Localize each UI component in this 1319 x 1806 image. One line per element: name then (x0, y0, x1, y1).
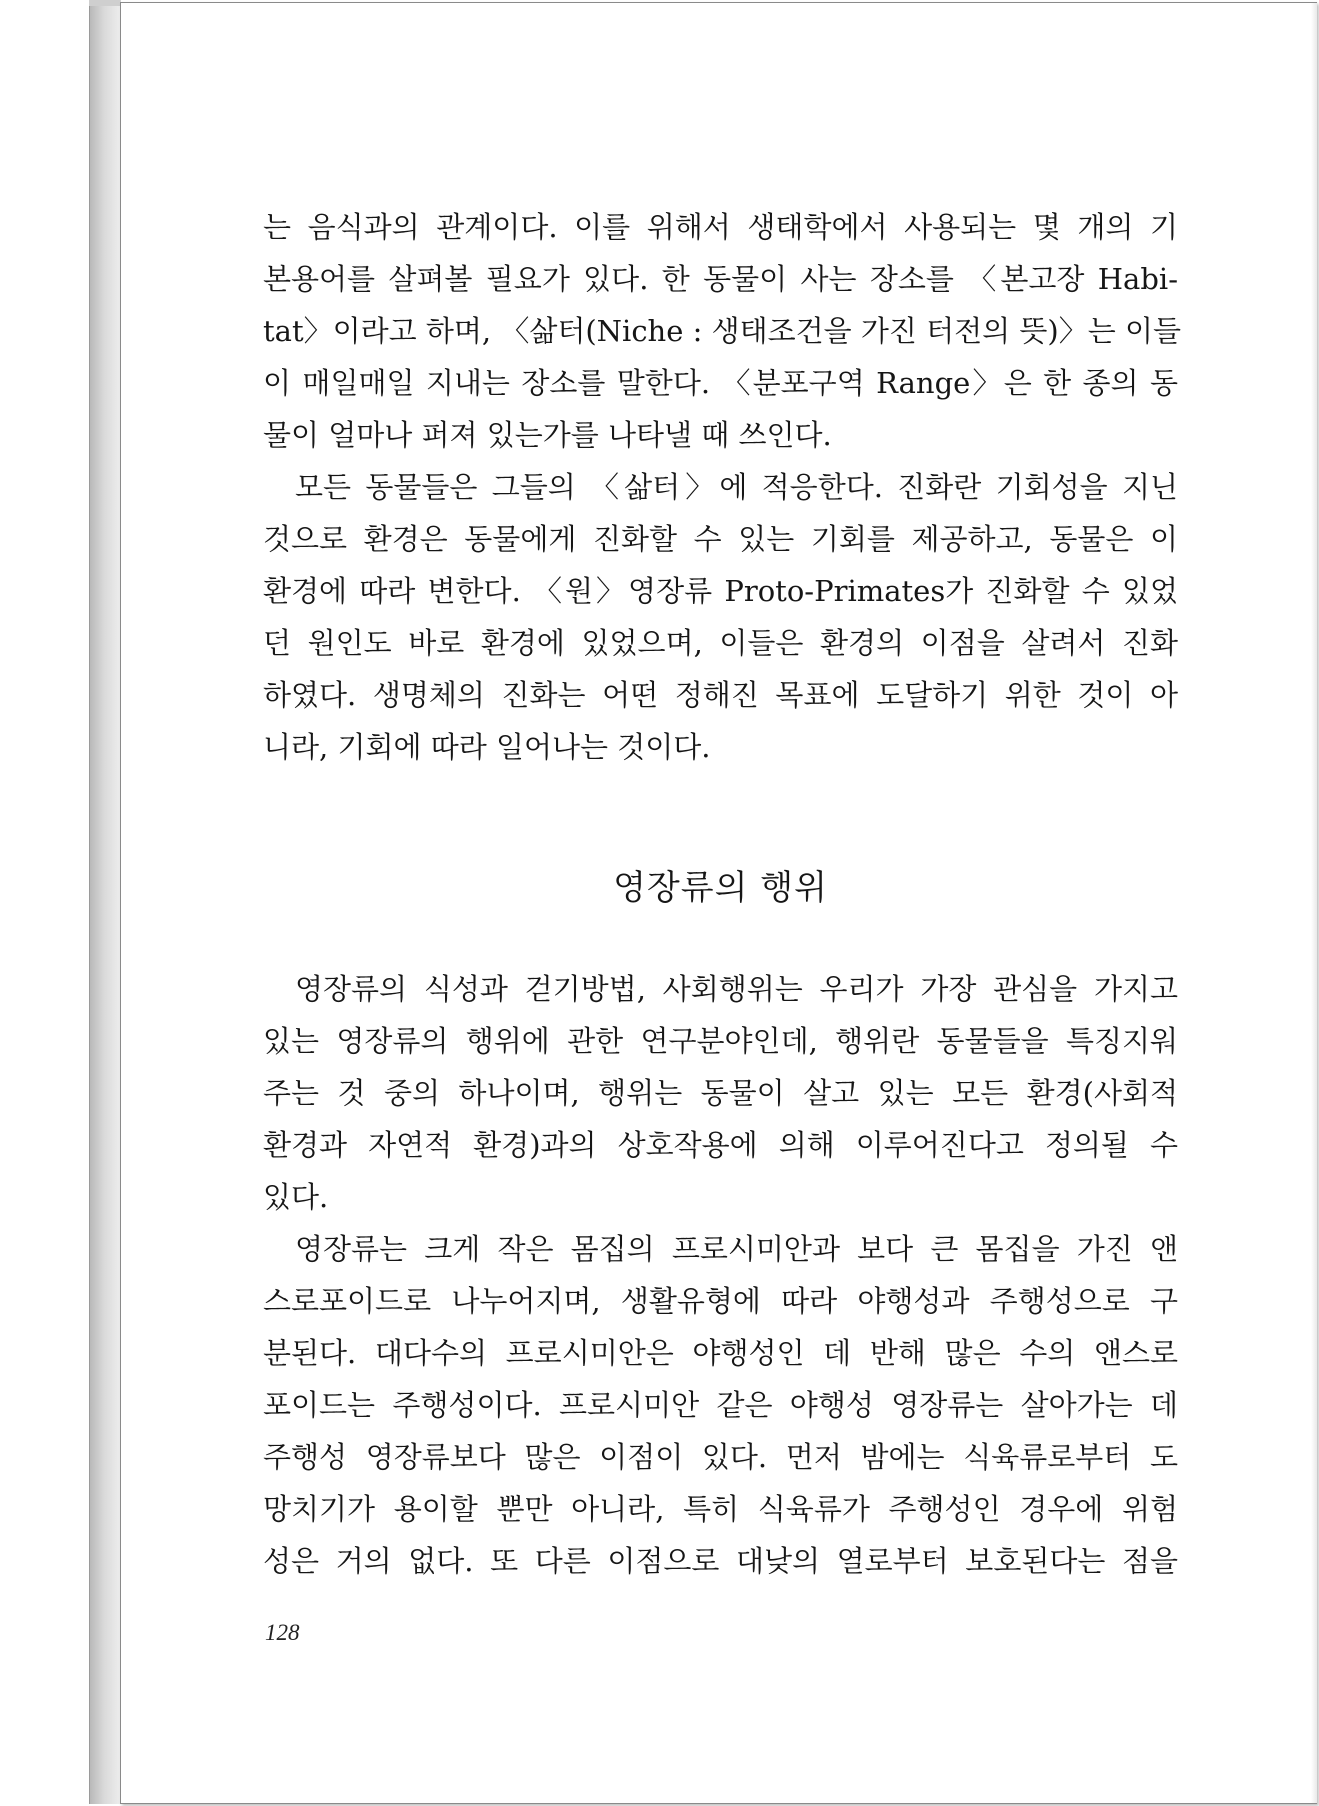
text-line: tat〉이라고 하며, 〈삶터(Niche : 생태조건을 가진 터전의 뜻)〉는 이들 (263, 314, 1181, 348)
text-line: 스로포이드로 나누어지며, 생활유형에 따라 야행성과 주행성으로 구 (263, 1284, 1178, 1318)
text-line: 환경에 따라 변한다. 〈원〉영장류 Proto-Primates가 진화할 수 있었 (263, 574, 1178, 608)
text-line: 주행성 영장류보다 많은 이점이 있다. 먼저 밤에는 식육류로부터 도 (263, 1440, 1178, 1474)
text-line: 하였다. 생명체의 진화는 어떤 정해진 목표에 도달하기 위한 것이 아 (263, 678, 1178, 712)
page-number: 128 (265, 1620, 300, 1645)
text-line: 분된다. 대다수의 프로시미안은 야행성인 데 반해 많은 수의 앤스로 (263, 1336, 1178, 1370)
text-line: 포이드는 주행성이다. 프로시미안 같은 야행성 영장류는 살아가는 데 (263, 1388, 1178, 1422)
section-title: 영장류의 행위 (613, 868, 828, 908)
text-line: 망치기가 용이할 뿐만 아니라, 특히 식육류가 주행성인 경우에 위험 (263, 1492, 1178, 1526)
paragraph (263, 201, 1181, 461)
page-edge-shade (1311, 3, 1317, 1803)
book-spine (89, 6, 122, 1804)
text-line: 이 매일매일 지내는 장소를 말한다. 〈분포구역 Range〉은 한 종의 동 (263, 366, 1178, 400)
text-line: 모든 동물들은 그들의 〈삶터〉에 적응한다. 진화란 기회성을 지닌 (295, 470, 1178, 504)
text-line: 물이 얼마나 퍼져 있는가를 나타낼 때 쓰인다. (263, 418, 832, 452)
text-line: 니라, 기회에 따라 일어나는 것이다. (263, 730, 711, 764)
paragraph (263, 461, 1178, 773)
text-line: 성은 거의 없다. 또 다른 이점으로 대낮의 열로부터 보호된다는 점을 (263, 1544, 1178, 1578)
text-line: 는 음식과의 관계이다. 이를 위해서 생태학에서 사용되는 몇 개의 기 (263, 210, 1178, 244)
text-line: 환경과 자연적 환경)과의 상호작용에 의해 이루어진다고 정의될 수 (263, 1128, 1178, 1162)
text-line: 있다. (263, 1180, 329, 1214)
text-block-bottom (263, 963, 1178, 1587)
text-line: 영장류는 크게 작은 몸집의 프로시미안과 보다 큰 몸집을 가진 앤 (295, 1232, 1178, 1266)
text-block-top (263, 201, 1181, 773)
text-line: 것으로 환경은 동물에게 진화할 수 있는 기회를 제공하고, 동물은 이 (263, 522, 1178, 556)
text-line: 던 원인도 바로 환경에 있었으며, 이들은 환경의 이점을 살려서 진화 (263, 626, 1178, 660)
paragraph (263, 963, 1178, 1223)
text-line: 영장류의 식성과 걷기방법, 사회행위는 우리가 가장 관심을 가지고 (295, 972, 1178, 1006)
text-line: 본용어를 살펴볼 필요가 있다. 한 동물이 사는 장소를 〈본고장 Habi- (263, 262, 1178, 296)
text-line: 있는 영장류의 행위에 관한 연구분야인데, 행위란 동물들을 특징지워 (263, 1024, 1178, 1058)
text-line: 주는 것 중의 하나이며, 행위는 동물이 살고 있는 모든 환경(사회적 (263, 1076, 1178, 1110)
paragraph (263, 1223, 1178, 1587)
